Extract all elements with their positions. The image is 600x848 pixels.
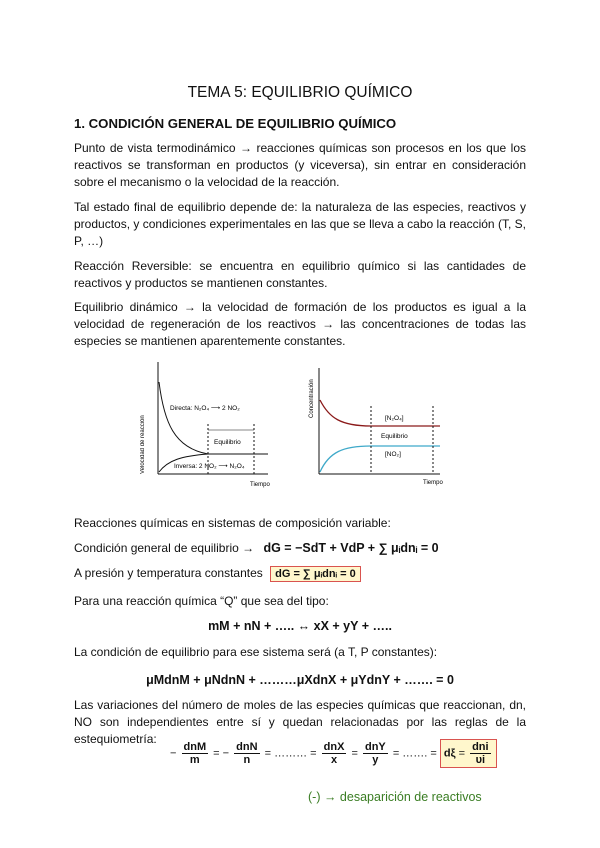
left-xlabel: Tiempo (250, 482, 270, 488)
variable-composition-text: Reacciones químicas en sistemas de composición variable: (74, 516, 391, 530)
concentration-graph (305, 368, 445, 488)
disappearance-note: (-) → desaparición de reactivos (308, 790, 482, 804)
equilibrium-label-left: Equilibrio (214, 439, 241, 446)
reaction-type-text: Para una reacción química “Q” que sea del tipo: (74, 594, 329, 608)
right-ylabel: Concentración (309, 379, 315, 418)
n2o4-label: [N₂O₄] (385, 415, 404, 422)
paragraph-dynamic: Equilibrio dinámico → la velocidad de formación de los productos es igual a la velocidad de regeneración de los reactivos → las concentraciones de todas las especies se mantienen aparentemente constantes. (74, 300, 526, 348)
n2o4-curve (320, 400, 440, 426)
general-condition-text: Condición general de equilibrio → (74, 541, 255, 555)
page-title: TEMA 5: EQUILIBRIO QUÍMICO (187, 84, 413, 101)
constant-pt-text: A presión y temperatura constantes (74, 566, 263, 580)
fraction-x: $\frac{\text{dnX}}{x}$ (323, 741, 345, 766)
reaction-rate-graph (140, 362, 275, 492)
constant-pt-row (74, 566, 361, 580)
fraction-i: $\frac{\text{dni}}{\upsilon i}$ (472, 741, 489, 766)
paragraph-thermodynamic: Punto de vista termodinámico → reacciones químicas son procesos en los que los reactivos se transforman en productos (y viceversa), sin entrar en consideración sobre el mecanismo o la velocidad de la reacción. (74, 141, 526, 189)
paragraph-reversible: Reacción Reversible: se encuentra en equilibrio químico si las cantidades de reactivos y productos se mantienen constantes. (74, 259, 526, 290)
reaction-equation: mM + nN + ….. ↔ xX + yY + ….. (208, 619, 392, 633)
moles-paragraph: Las variaciones del número de moles de las especies químicas que reaccionan, dn, NO son independientes entre sí y quedan relacionadas por las reglas de la estequiometría: (74, 698, 526, 746)
fraction-n: $\frac{\text{dnN}}{n}$ (236, 741, 258, 766)
section-heading: 1. CONDICIÓN GENERAL DE EQUILIBRIO QUÍMICO (74, 116, 397, 131)
reaction-extent-box: dξ = $\frac{\text{dni}}{\upsilon i}$ (440, 739, 497, 768)
equilibrium-label-right: Equilibrio (381, 433, 408, 440)
general-condition-row (74, 541, 439, 555)
equilibrium-condition-text: La condición de equilibrio para ese sistema será (a T, P constantes): (74, 645, 438, 659)
left-ylabel: Velocidad de reacción (140, 415, 146, 474)
no2-label: [NO₂] (385, 451, 401, 458)
general-equation: dG = −SdT + VdP + ∑ μᵢdnᵢ = 0 (263, 541, 439, 555)
inverse-label: Inversa: 2 NO₂ ⟶ N₂O₄ (174, 463, 245, 470)
paragraph-final-state: Tal estado final de equilibrio depende de: la naturaleza de las especies, reactivos y productos, y condiciones experimentales en las que se lleva a cabo la reacción (T, S, P, …) (74, 200, 526, 248)
right-xlabel: Tiempo (423, 480, 443, 486)
constant-pt-equation: dG = ∑ μᵢdnᵢ = 0 (270, 566, 361, 582)
no2-curve (320, 446, 440, 472)
fraction-y: $\frac{\text{dnY}}{y}$ (364, 741, 386, 766)
stoichiometry-equation: − $\frac{\text{dnM}}{m}$ = − $\frac{\text{dnN}}{n}$ = ……… = $\frac{\text{dnX}}{x}$ = $\frac{\text{dnY}}{y}$ = ……. = dξ = $\frac{\text{dni}}{\upsilon i}$ (170, 739, 497, 768)
mu-equation: μMdnM + μNdnN + ………μXdnX + μYdnY + ……. = 0 (146, 673, 454, 687)
fraction-m: $\frac{\text{dnM}}{m}$ (183, 741, 207, 766)
direct-label: Directa: N₂O₄ ⟶ 2 NO₂ (170, 405, 240, 412)
